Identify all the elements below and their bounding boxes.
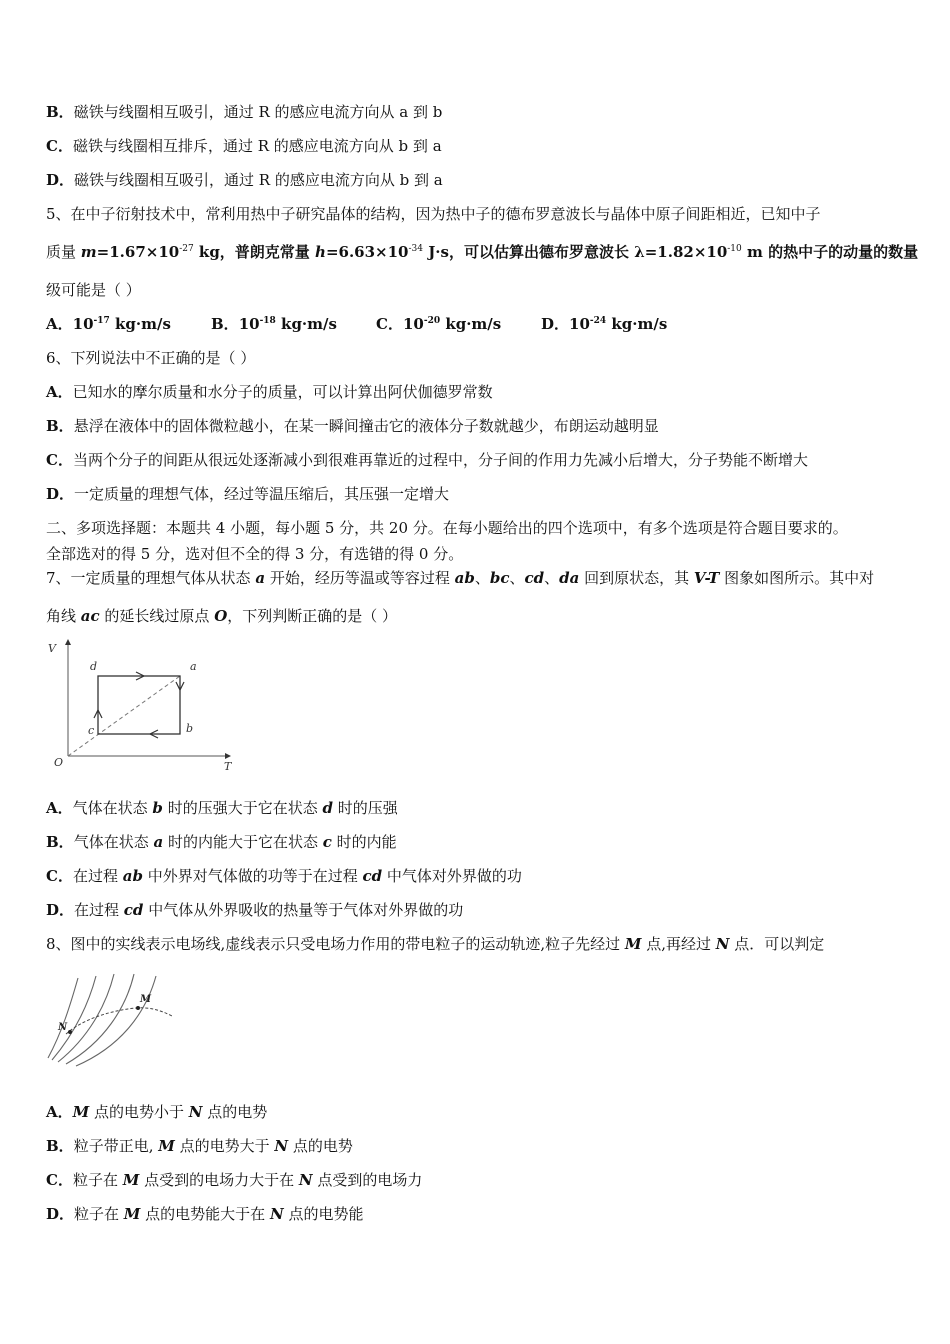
section2-heading-line1: 二、多项选择题：本题共 4 小题，每小题 5 分，共 20 分。在每小题给出的四个选项中，有多个选项是符合题目要求的。 (46, 519, 848, 537)
label-n: N (58, 1022, 68, 1033)
field-line-5 (76, 976, 156, 1066)
q4-option-b: B．磁铁与线圈相互吸引，通过 R 的感应电流方向从 a 到 b (46, 103, 443, 121)
q4-option-c: C．磁铁与线圈相互排斥，通过 R 的感应电流方向从 b 到 a (46, 137, 442, 155)
q7-option-a: A．气体在状态 b 时的压强大于它在状态 d 时的压强 (46, 799, 398, 817)
state-d-label: d (90, 660, 98, 673)
q8-option-b: B．粒子带正电, M 点的电势大于 N 点的电势 (46, 1137, 353, 1155)
field-lines-diagram (44, 968, 184, 1068)
q5-option-a: A．$10^{-17}$ kg·m/s (46, 315, 171, 333)
q6-stem: 6、下列说法中不正确的是（ ） (46, 349, 256, 367)
q7-option-b: B．气体在状态 a 时的内能大于它在状态 c 时的内能 (46, 833, 397, 851)
vt-diagram (44, 636, 244, 772)
q7-option-d: D．在过程 cd 中气体从外界吸收的热量等于气体对外界做的功 (46, 901, 464, 919)
q8-option-a: A．M 点的电势小于 N 点的电势 (46, 1103, 268, 1121)
t-axis-label: T (224, 760, 232, 772)
diagonal-line (68, 676, 180, 756)
q5-stem-line1: 5、在中子衍射技术中，常利用热中子研究晶体的结构，因为热中子的德布罗意波长与晶体中原子间距相近，已知中子 (46, 205, 821, 223)
q5-stem-line2: 质量 $m=1.67\times 10^{-27}$ kg，普朗克常量 $h=6.63\times 10^{-34}$ J·s，可以估算出德布罗意波长 $\lambda=1.82\times 10^{-10}$ m 的热中子的动量的数量 (46, 243, 919, 261)
q5-option-d: D．$10^{-24}$ kg·m/s (541, 315, 668, 333)
origin-label: O (54, 756, 64, 769)
q8-option-c: C．粒子在 M 点受到的电场力大于在 N 点受到的电场力 (46, 1171, 423, 1189)
q6-option-a: A．已知水的摩尔质量和水分子的质量，可以计算出阿伏伽德罗常数 (46, 383, 493, 401)
state-c-label: c (88, 724, 95, 737)
section2-heading-line2: 全部选对的得 5 分，选对但不全的得 3 分，有选错的得 0 分。 (46, 545, 464, 563)
state-a-label: a (190, 660, 197, 673)
v-axis-label: V (48, 642, 56, 655)
q5-options (46, 314, 706, 334)
q6-option-d: D．一定质量的理想气体，经过等温压缩后，其压强一定增大 (46, 485, 450, 503)
q6-option-b: B．悬浮在液体中的固体微粒越小，在某一瞬间撞击它的液体分子数就越少，布朗运动越明显 (46, 417, 659, 435)
state-b-label: b (186, 722, 194, 735)
q8-option-d: D．粒子在 M 点的电势能大于在 N 点的电势能 (46, 1205, 364, 1223)
q5-stem-line3: 级可能是（ ） (46, 281, 141, 299)
q5-option-b: B．$10^{-18}$ kg·m/s (211, 315, 337, 333)
q7-stem-line1: 7、一定质量的理想气体从状态 a 开始，经历等温或等容过程 ab、bc、cd、da 回到原状态，其 V-T 图象如图所示。其中对 (46, 569, 875, 587)
q4-option-d: D．磁铁与线圈相互吸引，通过 R 的感应电流方向从 b 到 a (46, 171, 443, 189)
label-m: M (140, 994, 152, 1005)
point-m (136, 1006, 140, 1010)
q8-stem: 8、图中的实线表示电场线,虚线表示只受电场力作用的带电粒子的运动轨迹,粒子先经过 M 点,再经过 N 点．可以判定 (46, 935, 825, 953)
q7-option-c: C．在过程 ab 中外界对气体做的功等于在过程 cd 中气体对外界做的功 (46, 867, 522, 885)
q5-option-c: C．$10^{-20}$ kg·m/s (376, 315, 502, 333)
q7-stem-line2: 角线 ac 的延长线过原点 O，下列判断正确的是（ ） (46, 607, 398, 625)
q6-option-c: C．当两个分子的间距从很远处逐渐减小到很难再靠近的过程中，分子间的作用力先减小后增大，分子势能不断增大 (46, 451, 808, 469)
point-n (68, 1030, 72, 1034)
field-line-4 (66, 974, 134, 1064)
